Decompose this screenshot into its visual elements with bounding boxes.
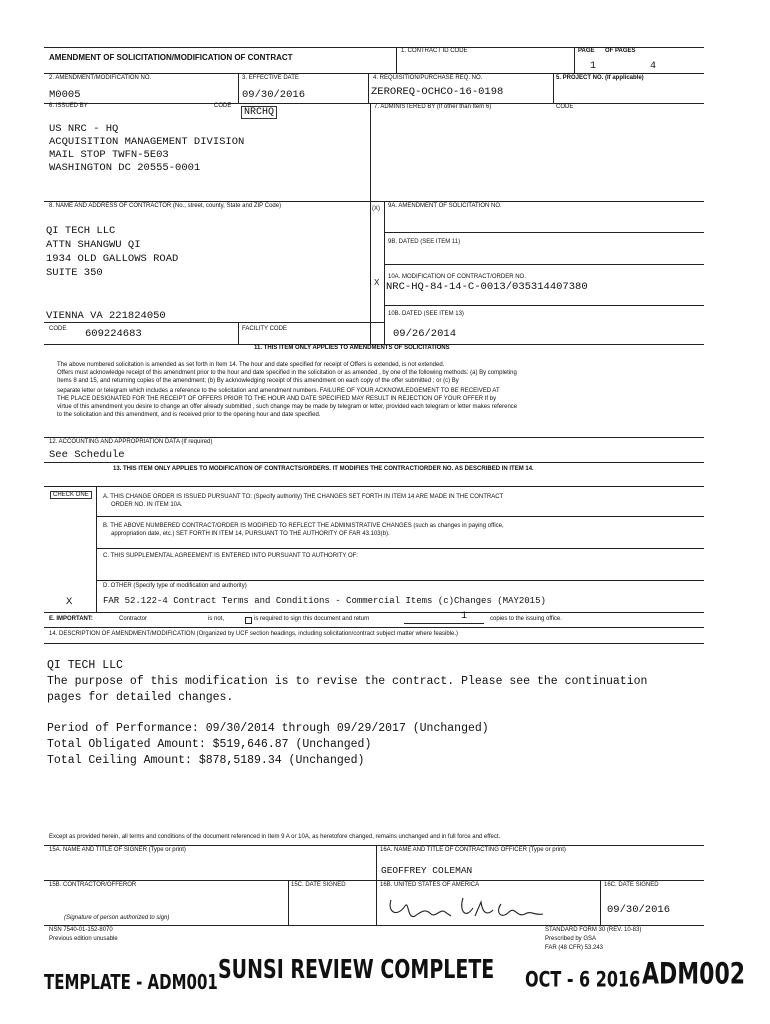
issued-by-label: 6. ISSUED BY bbox=[49, 103, 88, 109]
issued-by-code: NRCHQ bbox=[241, 106, 277, 119]
item13b-line: appropriation date, etc.) SET FORTH IN ITEM 14, PURSUANT TO THE AUTHORITY OF FAR 43.103(b). bbox=[111, 531, 390, 537]
contractor-line: QI TECH LLC bbox=[46, 225, 116, 237]
item11-line: Items 8 and 15, and returning copies of the amendment; (b) By acknowledging receipt of this amendment on each copy of the offer submitted ; or (c) By bbox=[57, 378, 459, 384]
previous-edition-label: Previous edition unusable bbox=[49, 936, 118, 942]
item11-line: to the solicitation and this amendment, and is received prior to the opening hour and date specified. bbox=[57, 412, 321, 418]
contractor-code: 609224683 bbox=[85, 328, 142, 340]
amendment-no-value: M0005 bbox=[49, 89, 81, 101]
row-line bbox=[384, 232, 704, 233]
x-mark-9a: (X) bbox=[372, 206, 380, 212]
description-line: Total Ceiling Amount: $878,5189.34 (Unchanged) bbox=[47, 754, 365, 767]
issued-by-code-label: CODE bbox=[214, 103, 232, 109]
col-line bbox=[600, 880, 601, 925]
item11-line: Offers must acknowledge receipt of this amendment prior to the hour and date specified in the solicitation or as amended , by one of the following methods: (a) By completing bbox=[57, 370, 517, 376]
except-line: Except as provided herein, all terms and conditions of the document referenced in Item 9 A or 10A, as heretofore changed, remains unchanged and in full force and effect. bbox=[49, 834, 501, 840]
officer-date-label: 16C. DATE SIGNED bbox=[604, 882, 659, 888]
page-label: PAGE bbox=[578, 48, 595, 54]
item13c-label: C. THIS SUPPLEMENTAL AGREEMENT IS ENTERED INTO PURSUANT TO AUTHORITY OF: bbox=[103, 553, 358, 559]
standard-form-label: STANDARD FORM 30 (REV. 10-83) bbox=[545, 927, 642, 933]
item11-line: THE PLACE DESIGNATED FOR THE RECEIPT OF OFFERS PRIOR TO THE HOUR AND DATE SPECIFIED MAY RESULT IN REJECTION OF YOUR OFFER If by bbox=[57, 396, 497, 402]
dated-10b-value: 09/26/2014 bbox=[393, 328, 457, 340]
row-line bbox=[44, 486, 704, 487]
description-line: Total Obligated Amount: $519,646.87 (Unchanged) bbox=[47, 738, 372, 751]
check-one-label: CHECK ONE bbox=[50, 491, 92, 499]
row-line bbox=[44, 73, 704, 74]
row-line bbox=[44, 845, 704, 846]
far-label: FAR (48 CFR) 53.243 bbox=[545, 945, 604, 951]
item14-label: 14. DESCRIPTION OF AMENDMENT/MODIFICATION (Organized by UCF section headings, including solicitation/contract subject matter where feasible.) bbox=[49, 631, 459, 637]
row-line bbox=[384, 264, 704, 265]
item13a-line: A. THIS CHANGE ORDER IS ISSUED PURSUANT TO: (Specify authority) THE CHANGES SET FORTH IN ITEM 14 ARE MADE IN THE CONTRACT bbox=[103, 494, 504, 500]
row-line bbox=[44, 643, 704, 644]
page-count: 4 bbox=[650, 61, 657, 72]
important-tail: copies to the issuing office. bbox=[490, 616, 562, 622]
administered-by-code-label: CODE bbox=[556, 104, 574, 110]
col-line bbox=[238, 73, 239, 103]
adm-stamp: ADM002 bbox=[642, 958, 746, 992]
item13b-line: B. THE ABOVE NUMBERED CONTRACT/ORDER IS MODIFIED TO REFLECT THE ADMINISTRATIVE CHANGES (such as changes in paying office, bbox=[103, 523, 504, 529]
contractor-code-label: CODE bbox=[49, 326, 67, 332]
col-line bbox=[288, 880, 289, 925]
item12-label: 12. ACCOUNTING AND APPROPRIATION DATA (If required) bbox=[49, 439, 213, 445]
requisition-label: 4. REQUISITION/PURCHASE REQ. NO. bbox=[373, 75, 483, 81]
date-stamp: OCT - 6 2016 bbox=[525, 966, 641, 992]
important-checkbox bbox=[245, 617, 252, 624]
row-line bbox=[44, 880, 704, 881]
col-line bbox=[553, 73, 554, 103]
col-line bbox=[370, 103, 371, 201]
amendment-no-label: 2. AMENDMENT/MODIFICATION NO. bbox=[49, 75, 152, 81]
project-no-label: 5. PROJECT NO. (If applicable) bbox=[556, 75, 644, 81]
description-line: Period of Performance: 09/30/2014 through 09/29/2017 (Unchanged) bbox=[47, 722, 489, 735]
requisition-value: ZEROREQ-OCHCO-16-0198 bbox=[371, 86, 504, 98]
row-line bbox=[44, 437, 704, 438]
item12-value: See Schedule bbox=[49, 449, 125, 461]
row-line bbox=[44, 322, 384, 323]
modification-no-value: NRC-HQ-84-14-C-0013/035314407380 bbox=[386, 281, 588, 293]
issued-by-line: MAIL STOP TWFN-5E03 bbox=[49, 149, 169, 161]
description-line: pages for detailed changes. bbox=[47, 691, 234, 704]
effective-date-value: 09/30/2016 bbox=[242, 89, 306, 101]
dated-10b-label: 10B. DATED (SEE ITEM 13) bbox=[388, 311, 464, 317]
facility-code-label: FACILITY CODE bbox=[242, 326, 287, 332]
template-stamp: TEMPLATE - ADM001 bbox=[44, 970, 218, 995]
row-line bbox=[384, 305, 704, 306]
modification-no-label: 10A. MODIFICATION OF CONTRACT/ORDER NO. bbox=[388, 274, 526, 280]
important-is-not: is not, bbox=[208, 616, 225, 622]
solicitation-no-label: 9A. AMENDMENT OF SOLICITATION NO. bbox=[388, 203, 502, 209]
important-label: E. IMPORTANT: bbox=[49, 616, 93, 622]
officer-date-value: 09/30/2016 bbox=[607, 904, 671, 916]
officer-name-label: 16A. NAME AND TITLE OF CONTRACTING OFFICER (Type or print) bbox=[380, 847, 566, 853]
col-line bbox=[368, 73, 369, 103]
page-number: 1 bbox=[590, 61, 597, 72]
item11-line: virtue of this amendment you desire to change an offer already submitted , such change may be made by telegram or letter, provided each telegram or letter makes reference bbox=[57, 404, 518, 410]
contractor-line: SUITE 350 bbox=[46, 267, 103, 279]
col-line bbox=[96, 486, 97, 612]
form-title: AMENDMENT OF SOLICITATION/MODIFICATION OF CONTRACT bbox=[49, 53, 293, 62]
issued-by-line: US NRC - HQ bbox=[49, 123, 119, 135]
contract-id-label: 1. CONTRACT ID CODE bbox=[401, 48, 468, 54]
col-line bbox=[384, 201, 385, 344]
item11-line: The above numbered solicitation is amended as set forth in Item 14. The hour and date specified for receipt of Offers is extended, is not extended. bbox=[57, 362, 445, 368]
sunsi-review-stamp: SUNSI REVIEW COMPLETE bbox=[218, 955, 495, 985]
of-pages-label: OF PAGES bbox=[605, 48, 636, 54]
row-line bbox=[96, 548, 704, 549]
item13d-value: FAR 52.122-4 Contract Terms and Conditions - Commercial Items (c)Changes (MAY2015) bbox=[103, 596, 546, 606]
item13d-label: D. OTHER (Specify type of modification and authority) bbox=[103, 583, 247, 589]
signature-note: (Signature of person authorized to sign) bbox=[64, 915, 170, 921]
row-line bbox=[44, 612, 704, 613]
col-line bbox=[370, 201, 371, 344]
item13a-line: ORDER NO. IN ITEM 10A. bbox=[111, 502, 183, 508]
important-contractor: Contractor bbox=[119, 616, 148, 622]
signer-name-label: 15A. NAME AND TITLE OF SIGNER (Type or print) bbox=[49, 847, 186, 853]
contractor-city: VIENNA VA 221824050 bbox=[46, 310, 166, 322]
item11-line: separate letter or telegram which includes a reference to the solicitation and amendment numbers. FAILURE OF YOUR ACKNOWLEDGEMENT TO BE RECEIVED AT bbox=[57, 388, 500, 394]
col-line bbox=[396, 47, 397, 73]
officer-name: GEOFFREY COLEMAN bbox=[381, 865, 473, 876]
administered-by-label: 7. ADMINISTERED BY (If other than Item 6) bbox=[374, 104, 492, 110]
row-line bbox=[44, 462, 704, 463]
contractor-date-label: 15C. DATE SIGNED bbox=[291, 882, 346, 888]
description-line: The purpose of this modification is to revise the contract. Please see the continuation bbox=[47, 675, 648, 688]
dated-9b-label: 9B. DATED (SEE ITEM 11) bbox=[388, 239, 461, 245]
row-line bbox=[44, 627, 704, 628]
contractor-line: ATTN SHANGWU QI bbox=[46, 239, 141, 251]
contractor-label: 8. NAME AND ADDRESS OF CONTRACTOR (No., street, county, State and ZIP Code) bbox=[49, 203, 282, 209]
issued-by-line: ACQUISITION MANAGEMENT DIVISION bbox=[49, 136, 245, 148]
row-line bbox=[96, 516, 704, 517]
row-line bbox=[44, 201, 704, 202]
prescribed-label: Prescribed by GSA bbox=[545, 936, 597, 942]
copies-underline bbox=[404, 623, 484, 624]
effective-date-label: 3. EFFECTIVE DATE bbox=[242, 75, 299, 81]
officer-signature bbox=[385, 890, 555, 924]
contractor-line: 1934 OLD GALLOWS ROAD bbox=[46, 253, 179, 265]
row-line bbox=[44, 925, 704, 926]
item13-header: 13. THIS ITEM ONLY APPLIES TO MODIFICATION OF CONTRACTS/ORDERS. IT MODIFIES THE CONTRACT/ORDER NO. AS DESCRIBED IN ITEM 14. bbox=[113, 466, 534, 472]
nsn-label: NSN 7540-01-152-8070 bbox=[49, 927, 113, 933]
item11-header: 11. THIS ITEM ONLY APPLIES TO AMENDMENTS OF SOLICITATIONS bbox=[254, 345, 450, 351]
contractor-signature-label: 15B. CONTRACTOR/OFFEROR bbox=[49, 882, 137, 888]
col-line bbox=[574, 47, 575, 73]
col-line bbox=[376, 845, 377, 925]
x-mark-10a: X bbox=[374, 278, 380, 287]
description-line: QI TECH LLC bbox=[47, 659, 123, 672]
important-is-required: is required to sign this document and return bbox=[254, 616, 370, 622]
row-line bbox=[96, 580, 704, 581]
item13d-x-mark: X bbox=[66, 596, 73, 608]
usa-label: 16B. UNITED STATES OF AMERICA bbox=[380, 882, 480, 888]
col-line bbox=[238, 322, 239, 344]
issued-by-line: WASHINGTON DC 20555-0001 bbox=[49, 162, 201, 174]
important-copies: 1 bbox=[461, 611, 468, 622]
